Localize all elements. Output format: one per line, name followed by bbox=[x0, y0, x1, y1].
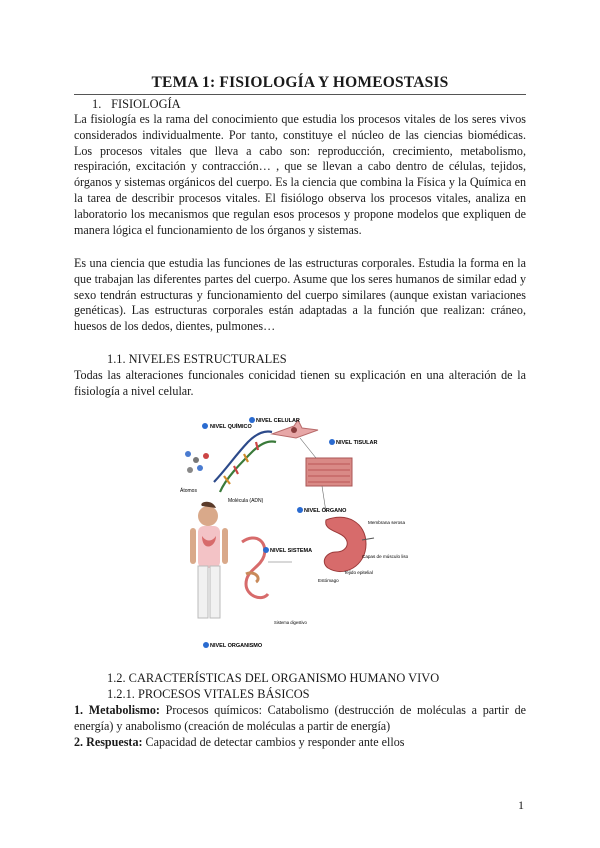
label-capas: Capas de músculo liso bbox=[362, 554, 409, 559]
label-estomago: Estómago bbox=[318, 578, 339, 583]
label-nivel-sistema: NIVEL SISTEMA bbox=[270, 548, 313, 554]
page-title: TEMA 1: FISIOLOGÍA Y HOMEOSTASIS bbox=[151, 74, 449, 91]
label-nivel-celular: NIVEL CELULAR bbox=[256, 418, 300, 424]
list-item-metabolismo bbox=[74, 703, 526, 735]
item-text: Capacidad de detectar cambios y responder ante ellos bbox=[142, 735, 405, 749]
structural-levels-figure bbox=[176, 412, 416, 652]
list-item-respuesta bbox=[74, 735, 526, 751]
section-heading-fisiologia bbox=[92, 97, 181, 112]
section-number: 1. bbox=[92, 97, 102, 111]
levels-illustration bbox=[176, 412, 416, 652]
label-membrana: Membrana serosa bbox=[368, 520, 406, 525]
tissue-icon bbox=[306, 458, 352, 486]
label-tejido: Tejido epitelial bbox=[344, 570, 373, 575]
label-nivel-organismo: NIVEL ORGANISMO bbox=[210, 643, 263, 649]
label-nivel-tisular: NIVEL TISULAR bbox=[336, 440, 378, 446]
label-digestivo: Sistema digestivo bbox=[274, 620, 307, 625]
title-rule bbox=[74, 94, 526, 95]
item-term: 2. Respuesta: bbox=[74, 735, 143, 749]
paragraph-structures: Es una ciencia que estudia las funciones de las estructuras corporales. Estudia la forma en la que trabajan las diferentes partes del cuerpo. Asume que los seres humanos de similar edad y sexo tendrán estructuras y funcionamiento del cuerpo similares (aunque existan variaciones genéticas). Las estructuras corporales están adaptadas a la función que realizan: cráneo, huesos de los dedos, dientes, pulmones… bbox=[74, 256, 526, 334]
section-heading-procesos: 1.2.1. PROCESOS VITALES BÁSICOS bbox=[107, 687, 310, 701]
section-heading-caracteristicas: 1.2. CARACTERÍSTICAS DEL ORGANISMO HUMANO VIVO bbox=[107, 671, 440, 685]
page-number: 1 bbox=[518, 798, 524, 812]
label-atomos: Átomos bbox=[180, 488, 197, 494]
paragraph-definition: La fisiología es la rama del conocimiento que estudia los procesos vitales de los seres vivos considerados individualmente. Por tanto, constituye el núcleo de las ciencias biomédicas. Los procesos vitales que lleva a cabo son: reproducción, crecimiento, metabolismo, respiración, excitación y contracción… , que se llevan a cabo dentro de células, tejidos, órganos y sistemas orgánicos del cuerpo. Es la ciencia que combina la Física y la Química en la tarea de describir procesos vitales. El fisiólogo observa los procesos vitales, analiza en laboratorio los mecanismos que regulan esos procesos y propone modelos que expliquen de manera lógica el funcionamiento de los órganos y sistemas. bbox=[74, 112, 526, 237]
label-molecula: Molécula (ADN) bbox=[228, 498, 264, 504]
label-nivel-quimico: NIVEL QUÍMICO bbox=[210, 424, 252, 430]
paragraph-alteraciones: Todas las alteraciones funcionales conicidad tienen su explicación en una alteración de la fisiología a nivel celular. bbox=[74, 368, 526, 398]
item-term: 1. Metabolismo: bbox=[74, 703, 160, 717]
item-text: Procesos químicos: Catabolismo (destrucción de moléculas a partir de energía) y anabolismo (creación de moléculas a partir de energía) bbox=[74, 703, 526, 733]
label-nivel-organo: NIVEL ÓRGANO bbox=[304, 508, 347, 514]
section-heading-niveles: 1.1. NIVELES ESTRUCTURALES bbox=[107, 352, 287, 366]
section-title: FISIOLOGÍA bbox=[111, 97, 181, 111]
